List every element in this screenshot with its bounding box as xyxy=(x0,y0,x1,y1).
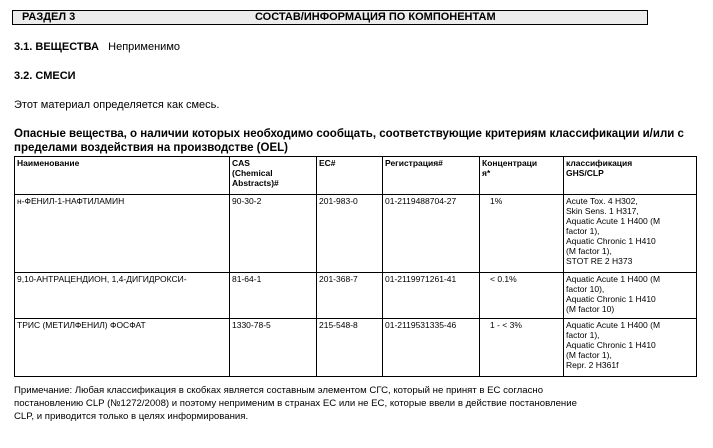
header-ec: EC# xyxy=(317,157,383,195)
header-class-line1: классификация xyxy=(566,158,633,168)
substances-value: Неприменимо xyxy=(108,41,181,53)
row-registration: 01-2119488704-27 xyxy=(383,195,480,273)
header-cas-line1: CAS xyxy=(232,158,250,168)
note-line: CLP, и приводится только в целях информирования. xyxy=(14,411,249,422)
hazard-heading: Опасные вещества, о наличии которых необходимо сообщать, соответствующие критериям классификации и/или с пределами воздействия на производстве (OEL) xyxy=(14,128,684,154)
classification-line: Aquatic Chronic 1 H410 xyxy=(566,294,656,304)
row-cas: 1330-78-5 xyxy=(230,319,317,377)
row-classification xyxy=(564,273,697,319)
row-concentration: < 0.1% xyxy=(480,273,564,319)
row-name: ТРИС (МЕТИЛФЕНИЛ) ФОСФАТ xyxy=(15,319,230,377)
classification-line: Skin Sens. 1 H317, xyxy=(566,206,639,216)
header-registration: Регистрация# xyxy=(383,157,480,195)
mixtures-label: 3.2. СМЕСИ xyxy=(14,70,76,82)
classification-line: Aquatic Acute 1 H400 (M xyxy=(566,274,661,284)
header-cas xyxy=(230,157,317,195)
table-header-row xyxy=(15,157,697,195)
components-table xyxy=(14,156,697,377)
row-name: 9,10-АНТРАЦЕНДИОН, 1,4-ДИГИДРОКСИ- xyxy=(15,273,230,319)
classification-line: STOT RE 2 H373 xyxy=(566,256,633,266)
classification-line: Aquatic Chronic 1 H410 xyxy=(566,340,656,350)
row-ec: 201-983-0 xyxy=(317,195,383,273)
classification-line: factor 1), xyxy=(566,330,600,340)
classification-line: (M factor 1), xyxy=(566,246,612,256)
substances-label: 3.1. ВЕЩЕСТВА xyxy=(14,41,99,53)
section-number: РАЗДЕЛ 3 xyxy=(22,11,76,23)
classification-line: Repr. 2 H361f xyxy=(566,360,619,370)
header-conc-line1: Концентраци xyxy=(482,158,538,168)
header-class-line2: GHS/CLP xyxy=(566,168,604,178)
classification-note xyxy=(14,384,704,423)
row-concentration: 1% xyxy=(480,195,564,273)
classification-line: (M factor 1), xyxy=(566,350,612,360)
table-row xyxy=(15,273,697,319)
row-name: н-ФЕНИЛ-1-НАФТИЛАМИН xyxy=(15,195,230,273)
table-row xyxy=(15,319,697,377)
classification-line: Aquatic Chronic 1 H410 xyxy=(566,236,656,246)
note-line: Примечание: Любая классификация в скобках является составным элементом СГС, который не принят в ЕС согласно xyxy=(14,385,544,396)
header-classification xyxy=(564,157,697,195)
table-row xyxy=(15,195,697,273)
header-name: Наименование xyxy=(15,157,230,195)
classification-line: Acute Tox. 4 H302, xyxy=(566,196,638,206)
header-concentration xyxy=(480,157,564,195)
classification-line: factor 10), xyxy=(566,284,605,294)
row-concentration: 1 - < 3% xyxy=(480,319,564,377)
classification-line: Aquatic Acute 1 H400 (M xyxy=(566,320,661,330)
row-ec: 215-548-8 xyxy=(317,319,383,377)
row-registration: 01-2119531335-46 xyxy=(383,319,480,377)
section-header xyxy=(12,10,648,25)
note-line: постановлению CLP (№1272/2008) и поэтому неприменим в странах ЕС или не ЕС, которые ввели в действие постановление xyxy=(14,398,577,409)
row-classification xyxy=(564,319,697,377)
header-cas-line3: Abstracts)# xyxy=(232,178,279,188)
substances-line xyxy=(14,41,180,54)
classification-line: Aquatic Acute 1 H400 (M xyxy=(566,216,661,226)
classification-line: factor 1), xyxy=(566,226,600,236)
section-title: СОСТАВ/ИНФОРМАЦИЯ ПО КОМПОНЕНТАМ xyxy=(255,11,496,23)
classification-line: (M factor 10) xyxy=(566,304,615,314)
row-registration: 01-2119971261-41 xyxy=(383,273,480,319)
row-ec: 201-368-7 xyxy=(317,273,383,319)
header-conc-line2: я* xyxy=(482,168,491,178)
mixture-text: Этот материал определяется как смесь. xyxy=(14,99,220,111)
row-cas: 81-64-1 xyxy=(230,273,317,319)
header-cas-line2: (Chemical xyxy=(232,168,273,178)
row-cas: 90-30-2 xyxy=(230,195,317,273)
row-classification xyxy=(564,195,697,273)
